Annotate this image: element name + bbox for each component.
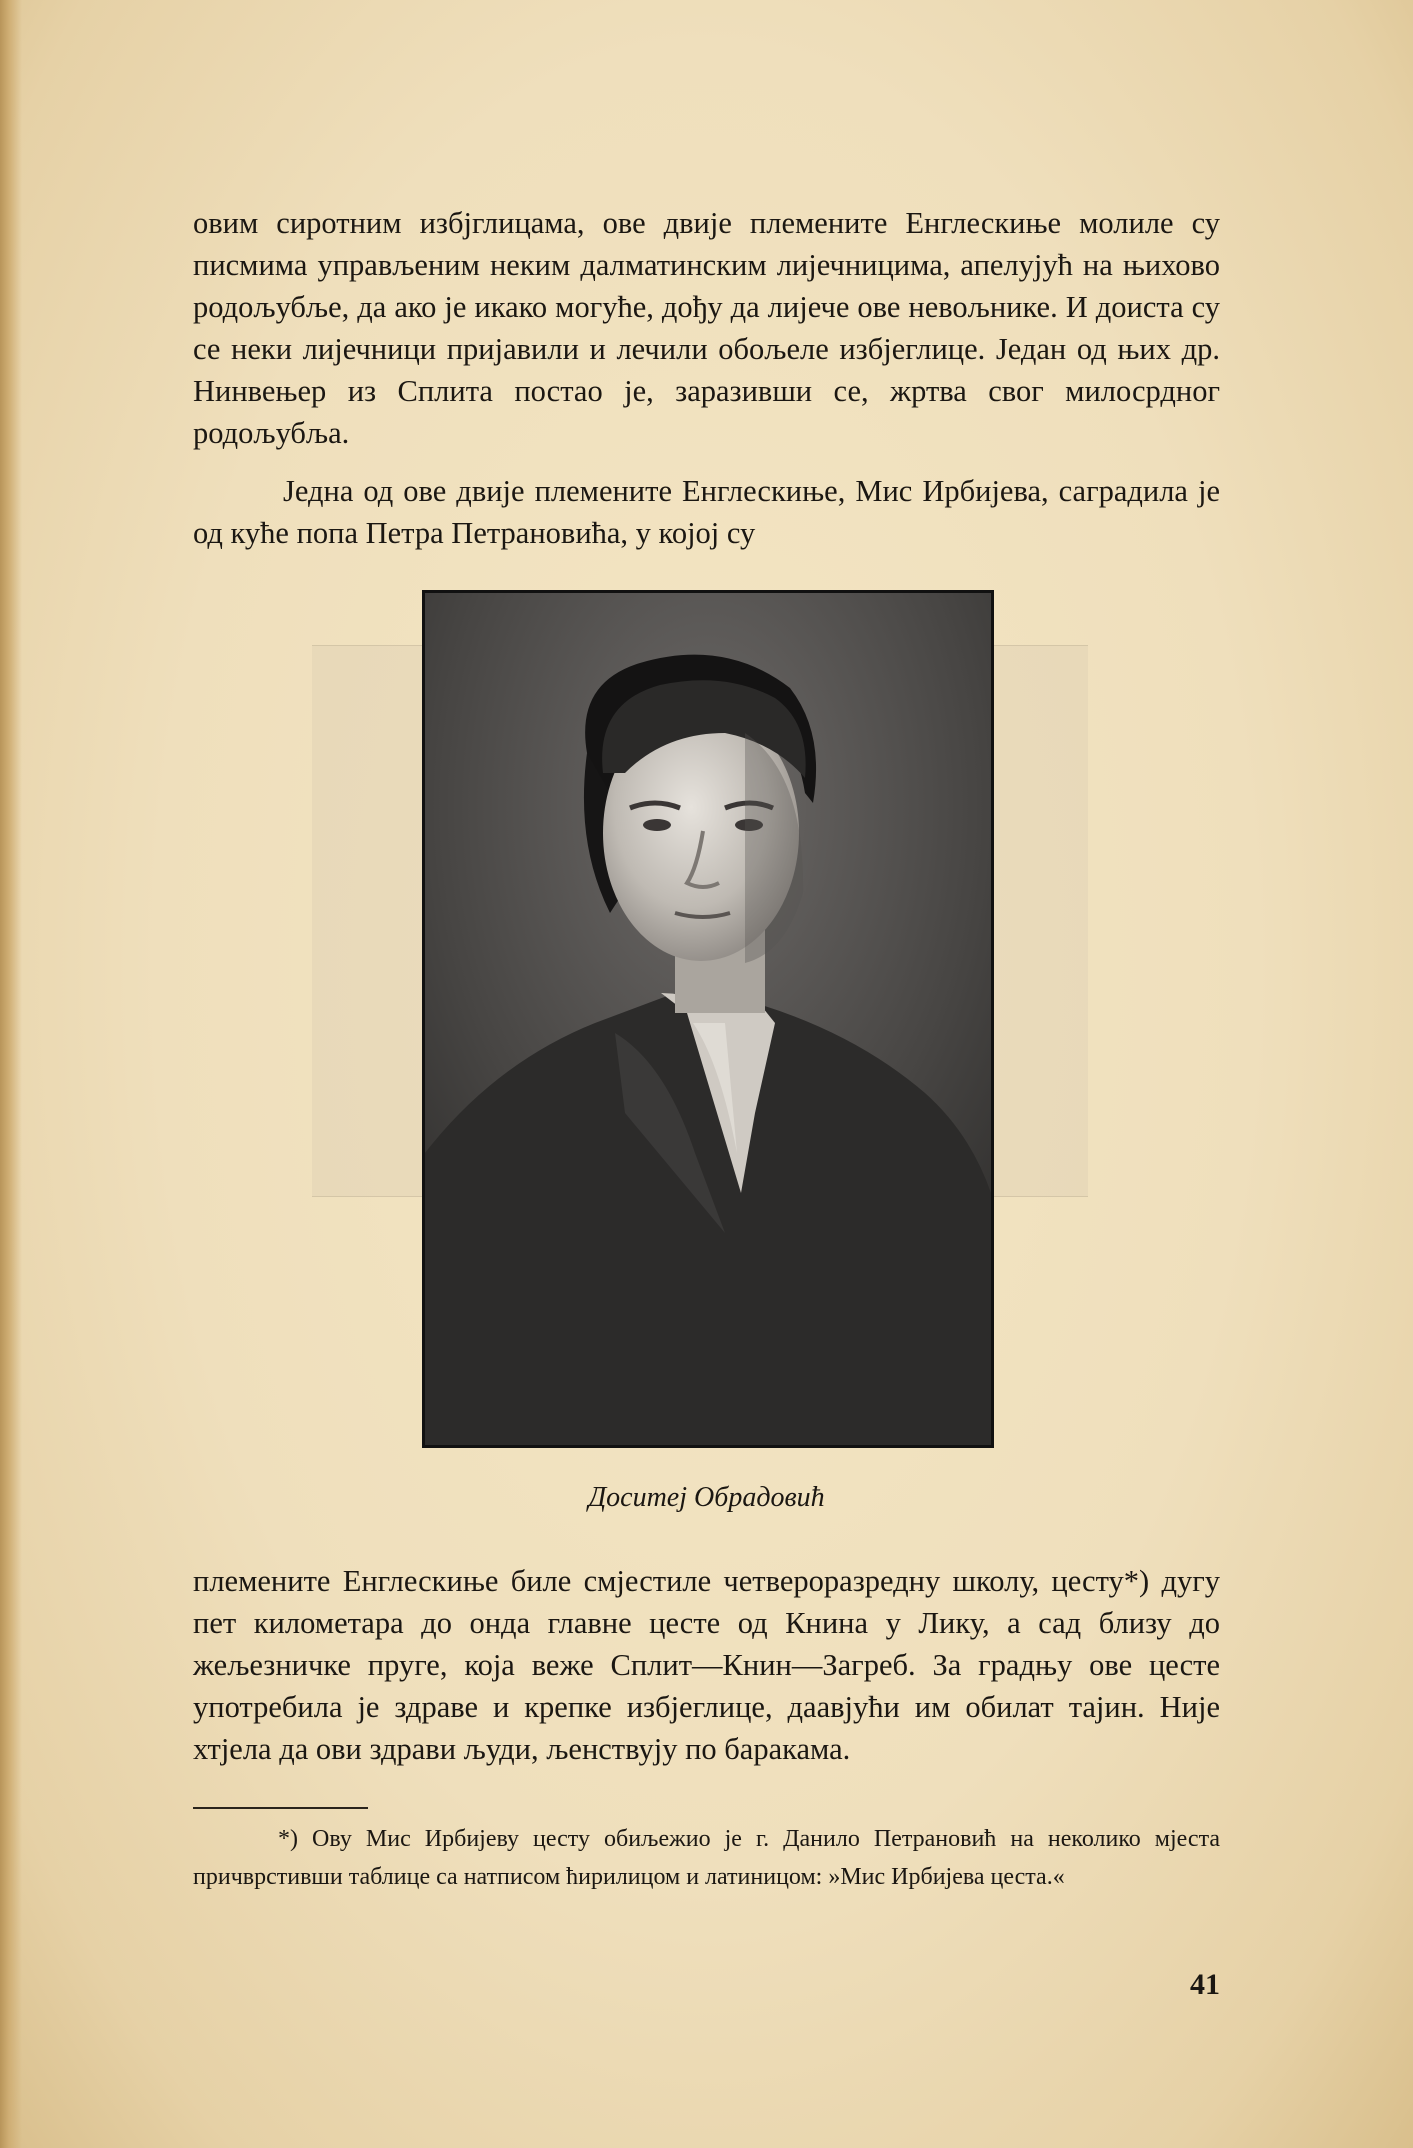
- footnote: [193, 1820, 1220, 1896]
- paragraph-1: [193, 202, 1220, 454]
- footnote-divider: [193, 1807, 368, 1809]
- paragraph-3: [193, 1560, 1220, 1770]
- footnote-text: *) Ову Мис Ирбијеву цесту обиљежио је г. Данило Петрановић на неколико мјеста причврстивши таблице са натписом ћирилицом и латиницом: »Мис Ирбијева цеста.«: [193, 1826, 1220, 1890]
- portrait-caption: Доситеј Обрадовић: [588, 1482, 825, 1513]
- paragraph-3-text: племените Енглескиње биле смјестиле четвероразредну школу, цесту*) дугу пет километара до онда главне цесте од Книна у Лику, а сад близу до жељезничке пруге, која веже Сплит—Книн—Загреб. За градњу ове цесте употребила је здраве и крепке избјеглице, даавјући им обилат тајин. Није хтјела да ови здрави људи, љенствују по баракама.: [193, 1564, 1220, 1766]
- page-number: 41: [1190, 1968, 1220, 2001]
- paragraph-1-text: овим сиротним избјглицама, ове двије племените Енглескиње молиле су писмима управљеним неким далматинским лијечницима, апелујућ на њихово родољубље, да ако је икако могуће, дођу да лијече ове невољнике. И доиста су се неки лијечници пријавили и лечили обољеле избјеглице. Један од њих др. Нинвењер из Сплита постао је, заразивши се, жртва свог милосрдног родољубља.: [193, 206, 1220, 450]
- portrait-photo: [422, 590, 994, 1448]
- portrait-illustration: [425, 593, 991, 1445]
- page-spine-shadow: [0, 0, 22, 2148]
- paragraph-2: [193, 470, 1220, 554]
- paragraph-2-text: Једна од ове двије племените Енглескиње, Мис Ирбијева, саградила је од куће попа Петра Петрановића, у којој су: [193, 474, 1220, 550]
